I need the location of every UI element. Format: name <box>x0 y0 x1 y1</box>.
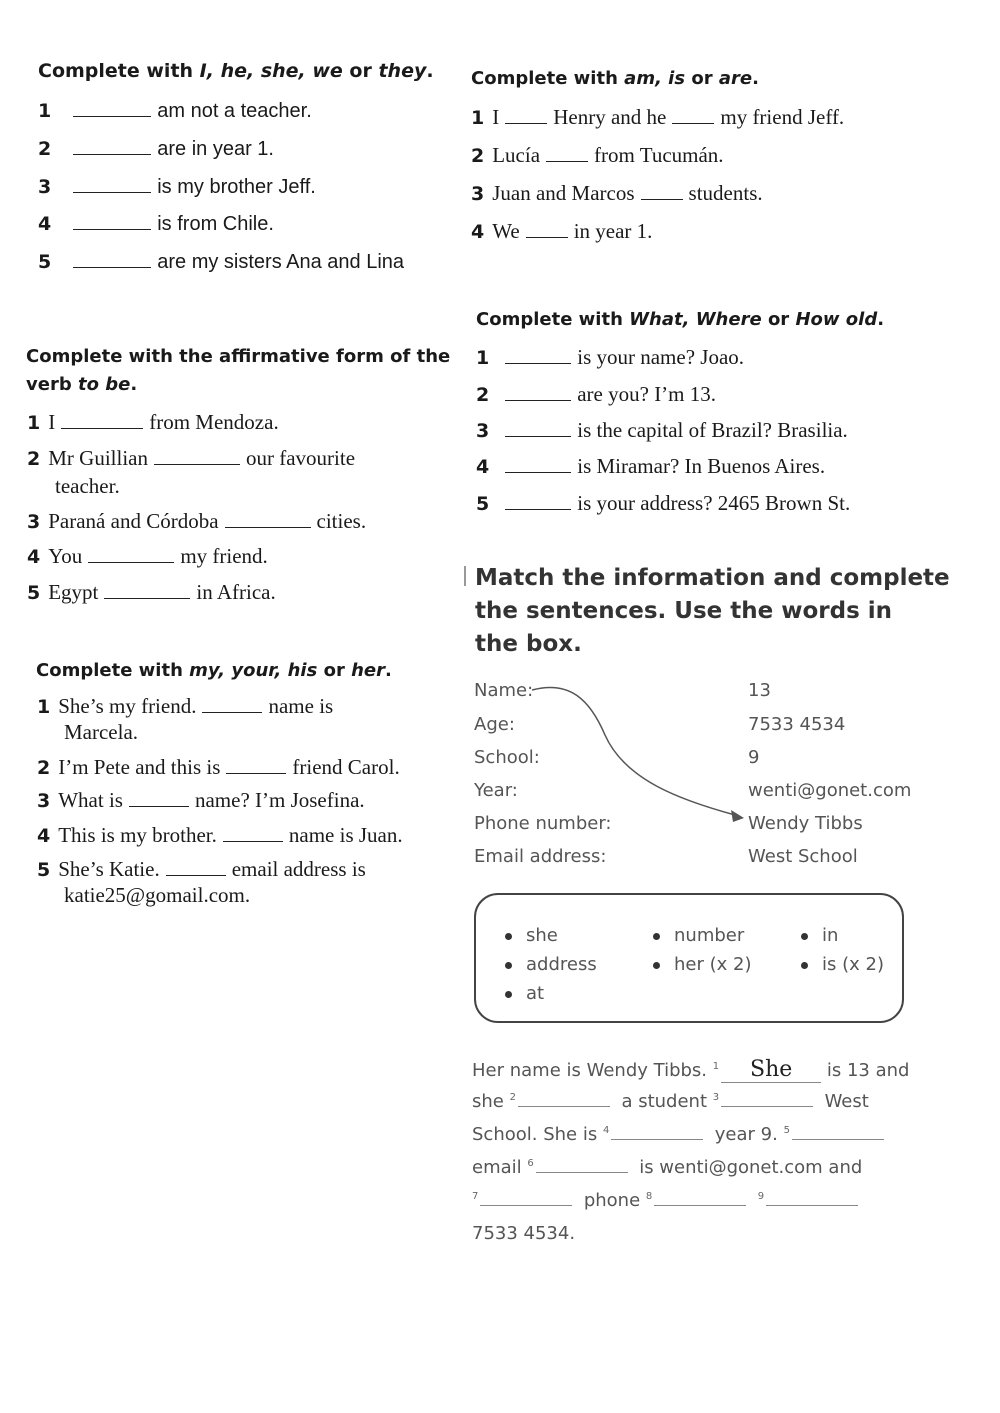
ex3-item: 3 Paraná and Córdoba cities. <box>27 509 367 533</box>
value-item: 7533 4534 <box>748 714 846 735</box>
ex4-item: 5 is your address? 2465 Brown St. <box>476 491 851 515</box>
cloze-line: School. She is $^4$ year 9. $^5$ <box>472 1124 884 1145</box>
ex1-title: Complete with I, he, she, we or they. <box>38 60 434 82</box>
ex6-title-line3: the box. <box>475 631 582 657</box>
ex4-item: 2 are you? I’m 13. <box>476 382 717 406</box>
word-item: number <box>653 925 744 946</box>
cloze-line: email $^6$ is wenti@gonet.com and <box>472 1157 863 1178</box>
answer-blank[interactable] <box>536 1172 628 1173</box>
word-item: she <box>505 925 558 946</box>
ex4-item: 1 is your name? Joao. <box>476 345 745 369</box>
label-year: Year: <box>474 780 518 801</box>
cloze-line: $^7$ phone $^8$ $^9$ <box>472 1190 858 1211</box>
value-item: Wendy Tibbs <box>748 813 863 834</box>
ex2-item: 2 Lucía from Tucumán. <box>471 143 724 167</box>
ex3-title-line1: Complete with the affirmative form of the <box>26 346 451 367</box>
answer-blank[interactable] <box>792 1139 884 1140</box>
ex3-item-cont: teacher. <box>55 474 120 498</box>
ex4-title: Complete with What, Where or How old. <box>476 309 885 330</box>
word-item: at <box>505 983 544 1004</box>
value-item: 13 <box>748 680 771 701</box>
ex3-title-line2: verb to be. <box>26 374 138 395</box>
ex5-item: 4 This is my brother. name is Juan. <box>37 823 403 847</box>
ex2-item: 1 I Henry and he my friend Jeff. <box>471 105 845 129</box>
ex6-title-line2: the sentences. Use the words in <box>475 598 893 624</box>
ex3-item: 4 You my friend. <box>27 544 268 568</box>
ex3-item: 1 I from Mendoza. <box>27 410 279 434</box>
answer-blank[interactable] <box>480 1205 572 1206</box>
ex2-item: 4 We in year 1. <box>471 219 653 243</box>
answer-blank[interactable] <box>518 1106 610 1107</box>
ex1-item: 4 is from Chile. <box>38 213 274 235</box>
ex1-item: 1 am not a teacher. <box>38 100 312 122</box>
ex3-item: 2 Mr Guillian our favourite <box>27 446 356 470</box>
value-item: 9 <box>748 747 760 768</box>
label-phone: Phone number: <box>474 813 612 834</box>
cloze-line: 7533 4534. <box>472 1223 576 1244</box>
word-item: address <box>505 954 597 975</box>
ex5-item-cont: Marcela. <box>64 720 139 744</box>
value-item: wenti@gonet.com <box>748 780 912 801</box>
ex5-item: 2 I’m Pete and this is friend Carol. <box>37 755 400 779</box>
answer-blank[interactable] <box>721 1057 821 1083</box>
ex4-item: 4 is Miramar? In Buenos Aires. <box>476 454 826 478</box>
word-item: in <box>801 925 838 946</box>
ex2-title: Complete with am, is or are. <box>471 68 759 89</box>
word-item: her (x 2) <box>653 954 751 975</box>
ex5-item: 5 She’s Katie. email address is <box>37 857 366 881</box>
cloze-line: she $^2$ a student $^3$ West <box>472 1091 869 1112</box>
handwritten-answer: She <box>750 1057 793 1082</box>
label-age: Age: <box>474 714 515 735</box>
answer-blank[interactable] <box>721 1106 813 1107</box>
ex4-item: 3 is the capital of Brazil? Brasilia. <box>476 418 848 442</box>
answer-blank[interactable] <box>766 1205 858 1206</box>
ex1-item: 5 are my sisters Ana and Lina <box>38 251 405 273</box>
ex6-title-line1: Match the information and complete <box>475 565 950 591</box>
ex5-item-cont: katie25@gomail.com. <box>64 883 251 907</box>
answer-blank[interactable] <box>611 1139 703 1140</box>
word-item: is (x 2) <box>801 954 884 975</box>
answer-blank[interactable] <box>654 1205 746 1206</box>
label-email: Email address: <box>474 846 607 867</box>
label-school: School: <box>474 747 540 768</box>
ex2-item: 3 Juan and Marcos students. <box>471 181 763 205</box>
ex5-item: 3 What is name? I’m Josefina. <box>37 788 365 812</box>
label-name: Name: <box>474 680 534 701</box>
cloze-line: Her name is Wendy Tibbs. $^1$ She is 13 and <box>472 1057 910 1082</box>
ex5-item: 1 She’s my friend. name is <box>37 694 334 718</box>
ex5-title: Complete with my, your, his or her. <box>36 660 392 681</box>
value-item: West School <box>748 846 858 867</box>
ex1-item: 2 are in year 1. <box>38 138 274 160</box>
ex3-item: 5 Egypt in Africa. <box>27 580 276 604</box>
ex1-item: 3 is my brother Jeff. <box>38 176 316 198</box>
